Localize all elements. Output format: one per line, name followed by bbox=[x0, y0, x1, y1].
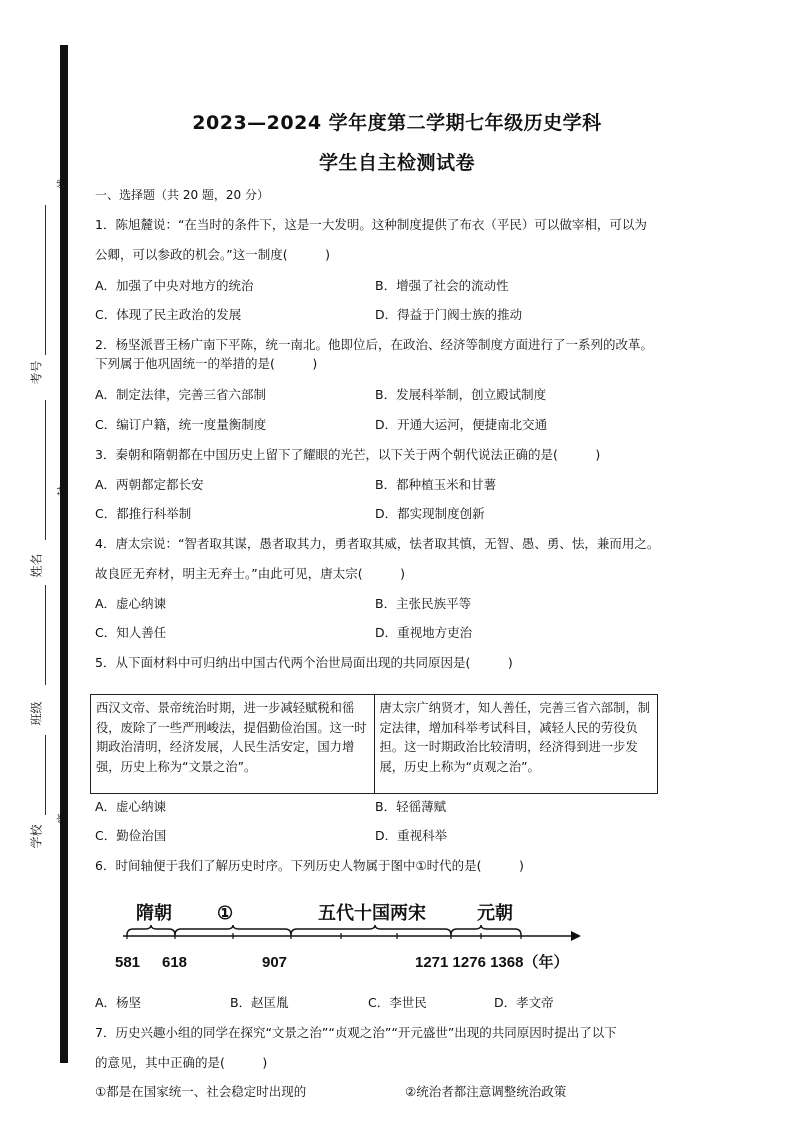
q5-stem: 5．从下面材料中可归纳出中国古代两个治世局面出现的共同原因是( ) bbox=[95, 655, 513, 670]
q4-option-d[interactable]: D．重视地方吏治 bbox=[375, 625, 473, 640]
q1-option-c[interactable]: C．体现了民主政治的发展 bbox=[95, 307, 242, 322]
timeline-label-1: ① bbox=[217, 903, 234, 923]
school-label: 学校 bbox=[29, 824, 44, 849]
q2-option-d[interactable]: D．开通大运河，便捷南北交通 bbox=[375, 417, 548, 432]
q2-stem-line2: 下列属于他巩固统一的举措的是( ) bbox=[95, 356, 318, 371]
q3-option-d[interactable]: D．都实现制度创新 bbox=[375, 506, 485, 521]
brace-wudai bbox=[291, 925, 451, 935]
seal-line-mark: 线 bbox=[57, 178, 69, 189]
timeline-label-yuan: 元朝 bbox=[477, 903, 513, 923]
q7-statement-2: ②统治者都注意调整统治政策 bbox=[405, 1084, 567, 1099]
q3-stem: 3．秦朝和隋朝都在中国历史上留下了耀眼的光芒，以下关于两个朝代说法正确的是( ) bbox=[95, 447, 601, 462]
page-title: 2023—2024 学年度第二学期七年级历史学科 bbox=[192, 112, 602, 134]
binding-bar bbox=[60, 45, 68, 1063]
q7-stem-line1: 7．历史兴趣小组的同学在探究“文景之治”“贞观之治”“开元盛世”出现的共同原因时提出了以下 bbox=[95, 1025, 617, 1040]
q1-option-b[interactable]: B．增强了社会的流动性 bbox=[375, 278, 509, 293]
q5-material-wenjing: 西汉文帝、景帝统治时期，进一步减轻赋税和徭役，废除了一些严刑峻法，提倡勤俭治国。这一时期政治清明，经济发展，人民生活安定，国力增强，历史上称为“文景之治”。 bbox=[96, 701, 367, 774]
page-subtitle: 学生自主检测试卷 bbox=[318, 152, 475, 174]
q5-material-zhenguan: 唐太宗广纳贤才，知人善任，完善三省六部制，制定法律，增加科举考试科目，减轻人民的劳役负担。这一时期政治比较清明，经济得到进一步发展，历史上称为“贞观之治”。 bbox=[374, 695, 658, 793]
q7-statement-1: ①都是在国家统一、社会稳定时出现的 bbox=[95, 1084, 307, 1099]
q6-option-c[interactable]: C．李世民 bbox=[368, 995, 427, 1010]
year-581: 581 bbox=[115, 954, 141, 971]
exam-no-label: 考号 bbox=[29, 360, 44, 385]
class-label: 班级 bbox=[29, 701, 44, 726]
q3-option-c[interactable]: C．都推行科举制 bbox=[95, 506, 192, 521]
q6-stem: 6．时间轴便于我们了解历史时序。下列历史人物属于图中①时代的是( ) bbox=[95, 858, 524, 873]
q1-stem-line2: 公卿，可以参政的机会。”这一制度( ) bbox=[95, 247, 330, 262]
timeline-label-wudai: 五代十国两宋 bbox=[318, 903, 426, 923]
q3-option-a[interactable]: A．两朝都定都长安 bbox=[95, 477, 204, 492]
q4-option-b[interactable]: B．主张民族平等 bbox=[375, 596, 472, 611]
q5-option-a[interactable]: A．虚心纳谏 bbox=[95, 799, 167, 814]
brace-sui bbox=[127, 925, 175, 935]
year-618: 618 bbox=[162, 954, 188, 971]
q6-option-d[interactable]: D．孝文帝 bbox=[494, 995, 554, 1010]
side-underline-class bbox=[45, 585, 46, 685]
name-label: 姓名 bbox=[29, 553, 44, 578]
q4-option-c[interactable]: C．知人善任 bbox=[95, 625, 167, 640]
q4-option-a[interactable]: A．虚心纳谏 bbox=[95, 596, 167, 611]
year-907: 907 bbox=[262, 954, 288, 971]
q5-option-b[interactable]: B．轻徭薄赋 bbox=[375, 799, 447, 814]
q1-stem-line1: 1．陈旭麓说：“在当时的条件下，这是一大发明。这种制度提供了布衣（平民）可以做宰相，可以为 bbox=[95, 217, 647, 232]
q4-stem-line2: 故良匠无弃材，明主无弃士。”由此可见，唐太宗( ) bbox=[95, 566, 405, 581]
seal-secret-mark: 密 bbox=[57, 813, 69, 824]
q2-option-b[interactable]: B．发展科举制，创立殿试制度 bbox=[375, 387, 547, 402]
timeline-label-sui: 隋朝 bbox=[136, 903, 172, 923]
side-underline-exam-no bbox=[45, 205, 46, 355]
q1-option-a[interactable]: A．加强了中央对地方的统治 bbox=[95, 278, 254, 293]
timeline-diagram bbox=[115, 895, 585, 975]
q3-option-b[interactable]: B．都种植玉米和甘薯 bbox=[375, 477, 497, 492]
q5-material-table bbox=[90, 694, 658, 794]
seal-seal-mark: 封 bbox=[57, 486, 69, 497]
q2-option-a[interactable]: A．制定法律，完善三省六部制 bbox=[95, 387, 267, 402]
year-tail: 1271 1276 1368（年） bbox=[415, 954, 569, 971]
section-heading: 一、选择题（共 20 题，20 分） bbox=[95, 188, 269, 202]
timeline-arrow bbox=[571, 931, 581, 941]
q5-option-c[interactable]: C．勤俭治国 bbox=[95, 828, 167, 843]
q2-option-c[interactable]: C．编订户籍，统一度量衡制度 bbox=[95, 417, 267, 432]
q6-option-a[interactable]: A．杨坚 bbox=[95, 995, 142, 1010]
q2-stem-line1: 2．杨坚派晋王杨广南下平陈，统一南北。他即位后，在政治、经济等制度方面进行了一系列的改革。 bbox=[95, 337, 653, 352]
side-underline-name bbox=[45, 400, 46, 540]
q7-stem-line2: 的意见，其中正确的是( ) bbox=[95, 1055, 268, 1070]
q6-option-b[interactable]: B．赵匡胤 bbox=[230, 995, 289, 1010]
q5-option-d[interactable]: D．重视科举 bbox=[375, 828, 448, 843]
q1-option-d[interactable]: D．得益于门阀士族的推动 bbox=[375, 307, 523, 322]
brace-yuan bbox=[451, 925, 521, 935]
q4-stem-line1: 4．唐太宗说：“智者取其谋，愚者取其力，勇者取其威，怯者取其慎，无智、愚、勇、怯，兼而用之。 bbox=[95, 536, 660, 551]
side-underline-school bbox=[45, 735, 46, 815]
